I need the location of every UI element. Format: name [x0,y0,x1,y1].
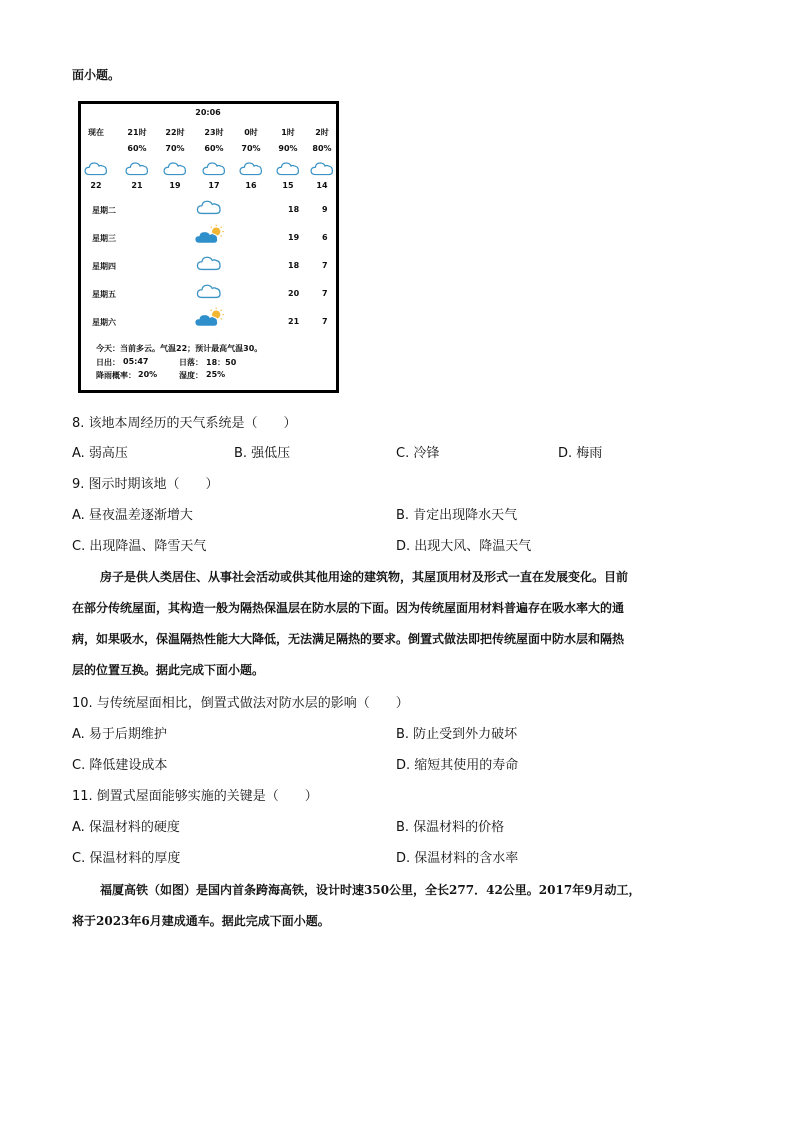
q10-option-d[interactable]: D. 缩短其使用的寿命 [396,758,519,773]
day-high: 18 [288,205,300,214]
q10-option-c[interactable]: C. 降低建设成本 [72,758,168,773]
cloud-icon [196,254,222,272]
day-name: 星期二 [92,206,116,215]
q8-option-b[interactable]: B. 强低压 [234,446,291,461]
q11-option-a[interactable]: A. 保温材料的硬度 [72,820,180,835]
q11-option-d[interactable]: D. 保温材料的含水率 [396,851,519,866]
q10-option-a[interactable]: A. 易于后期维护 [72,727,167,742]
partly-sunny-icon [193,307,227,329]
hour-label: 1时 [281,128,295,137]
q9-option-d[interactable]: D. 出现大风、降温天气 [396,539,532,554]
sunrise-label: 日出： [96,358,120,367]
day-low: 6 [322,233,328,242]
hour-label: 2时 [315,128,329,137]
rain-value: 20% [138,370,158,379]
cloud-icon [309,160,335,177]
day-name: 星期六 [92,318,116,327]
question-8-stem: 8. 该地本周经历的天气系统是（ ） [72,416,297,431]
hour-temperature: 19 [169,181,181,190]
day-high: 21 [288,317,300,326]
rain-probability: 70% [241,144,261,153]
weather-forecast-figure [78,101,339,393]
hour-label: 现在 [88,128,104,137]
cloud-icon [196,282,222,300]
sunset-label: 日落： [179,358,203,367]
cloud-icon [201,160,227,177]
rain-probability: 60% [127,144,147,153]
question-9-stem: 9. 图示时期该地（ ） [72,477,219,492]
day-low: 7 [322,317,328,326]
hour-label: 0时 [244,128,258,137]
hour-temperature: 17 [208,181,220,190]
weather-time: 20:06 [195,108,221,117]
q11-option-c[interactable]: C. 保温材料的厚度 [72,851,181,866]
cloud-icon [162,160,188,177]
sunrise-value: 05:47 [123,357,149,366]
hour-temperature: 16 [245,181,257,190]
hour-temperature: 15 [282,181,294,190]
sunset-value: 18：50 [206,358,237,367]
humidity-label: 湿度： [179,371,203,380]
question-10-stem: 10. 与传统屋面相比，倒置式做法对防水层的影响（ ） [72,696,409,711]
hour-label: 22时 [165,128,185,137]
day-high: 20 [288,289,300,298]
passage-1-line: 病，如果吸水，保温隔热性能大大降低，无法满足隔热的要求。倒置式做法即把传统屋面中防水层和隔热 [72,632,625,646]
passage-1-line: 在部分传统屋面，其构造一般为隔热保温层在防水层的下面。因为传统屋面用材料普遍存在吸水率大的通 [72,601,625,615]
question-11-stem: 11. 倒置式屋面能够实施的关键是（ ） [72,789,318,804]
cloud-icon [238,160,264,177]
cloud-icon [275,160,301,177]
hour-temperature: 14 [316,181,328,190]
q11-option-b[interactable]: B. 保温材料的价格 [396,820,505,835]
rain-probability: 70% [165,144,185,153]
q8-option-d[interactable]: D. 梅雨 [558,446,603,461]
day-high: 18 [288,261,300,270]
hour-temperature: 22 [90,181,102,190]
passage-1-line: 房子是供人类居住、从事社会活动或供其他用途的建筑物，其屋顶用材及形式一直在发展变化。目前 [100,570,629,584]
rain-probability: 90% [278,144,298,153]
day-low: 7 [322,289,328,298]
day-name: 星期五 [92,290,116,299]
hour-label: 23时 [204,128,224,137]
day-name: 星期四 [92,262,116,271]
q9-option-b[interactable]: B. 肯定出现降水天气 [396,508,518,523]
day-name: 星期三 [92,234,116,243]
q8-option-c[interactable]: C. 冷锋 [396,446,440,461]
q10-option-b[interactable]: B. 防止受到外力破坏 [396,727,518,742]
passage-2-line: 福厦高铁（如图）是国内首条跨海高铁，设计时速350公里，全长277．42公里。2017年9月动工， [100,883,641,897]
q9-option-c[interactable]: C. 出现降温、降雪天气 [72,539,207,554]
q8-option-a[interactable]: A. 弱高压 [72,446,128,461]
passage-1-line: 层的位置互换。据此完成下面小题。 [72,663,265,677]
intro-fragment: 面小题。 [72,68,121,82]
day-low: 9 [322,205,328,214]
passage-2-line: 将于2023年6月建成通车。据此完成下面小题。 [72,914,330,928]
hour-temperature: 21 [131,181,143,190]
q9-option-a[interactable]: A. 昼夜温差逐渐增大 [72,508,193,523]
humidity-value: 25% [206,370,226,379]
cloud-icon [124,160,150,177]
cloud-icon [196,198,222,216]
weather-summary: 今天：当前多云。气温22；预计最高气温30。 [96,344,263,353]
rain-probability: 60% [204,144,224,153]
rain-probability: 80% [312,144,332,153]
day-low: 7 [322,261,328,270]
cloud-icon [83,160,109,177]
rain-label: 降雨概率： [96,371,136,380]
hour-label: 21时 [127,128,147,137]
day-high: 19 [288,233,300,242]
partly-sunny-icon [193,224,227,246]
